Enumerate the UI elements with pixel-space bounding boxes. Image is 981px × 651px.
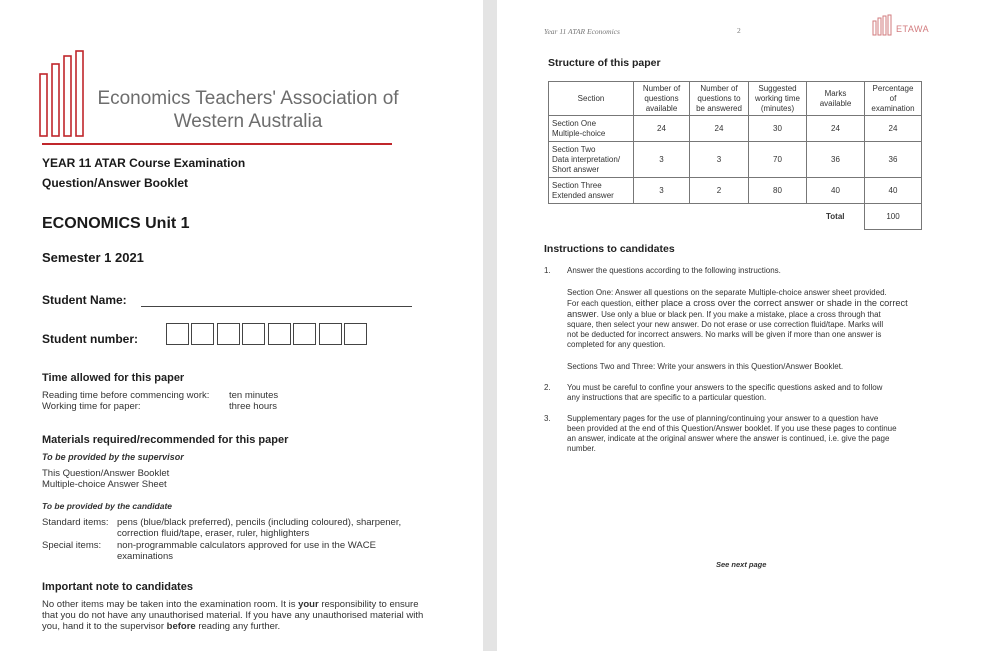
instruction-line: You must be careful to confine your answers to the specific questions asked and to follow: [567, 383, 883, 392]
cell-section: [549, 178, 634, 204]
instruction-emphasis: answer: [567, 309, 597, 319]
special-items-line2: examinations: [117, 551, 173, 562]
table-header-row: [549, 82, 922, 116]
cell-section: [549, 142, 634, 178]
supervisor-heading: To be provided by the supervisor: [42, 452, 184, 462]
header-text: Suggested: [758, 83, 797, 93]
structure-table: [548, 81, 922, 230]
note-line1: [42, 599, 419, 610]
brand-divider: [42, 143, 392, 145]
header-section: [549, 82, 634, 116]
reading-time-label: Reading time before commencing work:: [42, 390, 210, 401]
student-number-boxes[interactable]: [166, 323, 369, 345]
cell-total-value: 100: [865, 204, 922, 230]
cell-text: Section Three: [552, 180, 602, 190]
special-items-line1: non-programmable calculators approved for use in the WACE: [117, 540, 376, 551]
etawa-logo-bars: [38, 50, 86, 138]
instruction-line: been provided at the end of this Question/Answer booklet. If you use these pages to continue: [567, 424, 897, 433]
instructions-page: [497, 0, 981, 651]
instruction-text: For each question,: [567, 299, 636, 308]
cell-answered: 2: [690, 178, 749, 204]
digit-box[interactable]: [217, 323, 240, 345]
cell-marks: 40: [807, 178, 865, 204]
instruction-line: completed for any question.: [567, 340, 666, 349]
digit-box[interactable]: [242, 323, 265, 345]
cell-percentage: 36: [865, 142, 922, 178]
cell-text: Section One: [552, 118, 597, 128]
note-emphasis: before: [166, 621, 196, 632]
header-text: examination: [871, 103, 915, 113]
instruction-number: 1.: [544, 266, 551, 275]
table-row: [549, 178, 922, 204]
instruction-line: not be deducted for incorrect answers. No marks will be given if more than one answer is: [567, 330, 882, 339]
table-row: [549, 116, 922, 142]
digit-box[interactable]: [319, 323, 342, 345]
special-items-label: Special items:: [42, 540, 102, 551]
booklet-title: Question/Answer Booklet: [42, 176, 189, 190]
instruction-number: 3.: [544, 414, 551, 423]
instruction-3: [567, 414, 897, 454]
structure-heading: Structure of this paper: [548, 57, 661, 69]
cell-text: Multiple-choice: [552, 128, 606, 138]
instructions-heading: Instructions to candidates: [544, 243, 675, 255]
cell-time: 30: [749, 116, 807, 142]
instruction-line: any instructions that are specific to a particular question.: [567, 393, 767, 402]
cell-text: Data interpretation/: [552, 154, 621, 164]
standard-items-line1: pens (blue/black preferred), pencils (including coloured), sharpener,: [117, 517, 402, 528]
standard-items-line2: correction fluid/tape, eraser, ruler, highlighters: [117, 528, 310, 539]
note-heading: Important note to candidates: [42, 581, 193, 593]
cover-page: [0, 0, 483, 651]
student-name-field[interactable]: [141, 306, 412, 307]
header-text: available: [645, 103, 678, 113]
header-percentage: [865, 82, 922, 116]
semester-title: Semester 1 2021: [42, 250, 144, 265]
note-emphasis: your: [298, 599, 319, 610]
instruction-line: Section One: Answer all questions on the separate Multiple-choice answer sheet provided.: [567, 288, 887, 297]
note-text: responsibility to ensure: [318, 599, 419, 610]
cell-answered: 24: [690, 116, 749, 142]
digit-box[interactable]: [344, 323, 367, 345]
reading-time-value: ten minutes: [229, 390, 279, 401]
supervisor-item: Multiple-choice Answer Sheet: [42, 479, 167, 490]
digit-box[interactable]: [268, 323, 291, 345]
cell-time: 80: [749, 178, 807, 204]
header-text: of: [889, 93, 897, 103]
cell-section: [549, 116, 634, 142]
running-header: Year 11 ATAR Economics: [544, 27, 620, 36]
working-time-value: three hours: [229, 401, 278, 412]
table-row: [549, 142, 922, 178]
instruction-line: number.: [567, 444, 596, 453]
cell-time: 70: [749, 142, 807, 178]
cell-available: 24: [634, 116, 690, 142]
header-text: Number of: [700, 83, 738, 93]
header-text: questions to: [697, 93, 741, 103]
instruction-line: [567, 309, 908, 320]
standard-items-label: Standard items:: [42, 517, 109, 528]
digit-box[interactable]: [166, 323, 189, 345]
header-text: questions: [644, 93, 679, 103]
student-name-label: Student Name:: [42, 293, 127, 307]
cell-available: 3: [634, 178, 690, 204]
cell-total-label: Total: [825, 211, 845, 221]
see-next-page: See next page: [716, 560, 767, 569]
note-text: you, hand it to the supervisor: [42, 621, 167, 632]
header-text: be answered: [696, 103, 742, 113]
header-available: [634, 82, 690, 116]
cell-answered: 3: [690, 142, 749, 178]
organisation-name-line2: Western Australia: [173, 111, 323, 132]
organisation-name-line1: Economics Teachers' Association of: [97, 88, 399, 109]
instruction-1: Answer the questions according to the following instructions.: [567, 266, 781, 275]
cell-text: Short answer: [552, 164, 600, 174]
header-time: [749, 82, 807, 116]
header-text: (minutes): [760, 103, 795, 113]
cell-empty: [549, 204, 807, 230]
instruction-line: Supplementary pages for the use of planning/continuing your answer to a question have: [567, 414, 879, 423]
instruction-line: an answer, indicate at the original answer where the answer is continued, i.e. give the page: [567, 434, 890, 443]
note-text: reading any further.: [195, 621, 281, 632]
student-number-label: Student number:: [42, 332, 138, 346]
table-total-row: [549, 204, 922, 230]
instruction-2: [567, 383, 882, 403]
instruction-number: 2.: [544, 383, 551, 392]
page-number: 2: [737, 26, 741, 35]
instruction-text: . Use only a blue or black pen. If you make a mistake, place a cross through that: [596, 310, 881, 319]
cell-marks: 36: [807, 142, 865, 178]
supervisor-item: This Question/Answer Booklet: [42, 468, 170, 479]
instruction-line: square, then select your new answer. Do not erase or use correction fluid/tape. Marks will: [567, 320, 884, 329]
exam-title: YEAR 11 ATAR Course Examination: [42, 156, 246, 170]
header-answered: [690, 82, 749, 116]
note-line2: that you do not have any unauthorised material. If you have any unauthorised material with: [42, 610, 424, 621]
cell-available: 3: [634, 142, 690, 178]
cell-marks: 24: [807, 116, 865, 142]
header-text: Marks: [824, 88, 847, 98]
working-time-label: Working time for paper:: [42, 401, 141, 412]
note-line3: [42, 621, 280, 632]
cell-percentage: 24: [865, 116, 922, 142]
header-text: Number of: [642, 83, 681, 93]
note-text: No other items may be taken into the examination room. It is: [42, 599, 299, 610]
section-one-instructions: [567, 288, 908, 350]
organisation-name: [93, 87, 403, 133]
candidate-heading: To be provided by the candidate: [42, 501, 173, 511]
digit-box[interactable]: [293, 323, 316, 345]
cell-text: Section Two: [552, 144, 596, 154]
page-gutter: [483, 0, 497, 651]
instruction-emphasis: either place a cross over the correct answer or shade in the correct: [635, 298, 908, 308]
sections-two-three-instructions: Sections Two and Three: Write your answers in this Question/Answer Booklet.: [567, 362, 844, 371]
header-text: working time: [755, 93, 800, 103]
header-marks: [807, 82, 865, 116]
subject-title: ECONOMICS Unit 1: [42, 215, 190, 232]
digit-box[interactable]: [191, 323, 214, 345]
materials-heading: Materials required/recommended for this paper: [42, 434, 289, 446]
cell-text: Extended answer: [552, 190, 614, 200]
etawa-small-logo-icon: [872, 14, 892, 36]
instruction-line: [567, 298, 908, 309]
cell-percentage: 40: [865, 178, 922, 204]
etawa-logo-text: ETAWA: [896, 24, 930, 34]
time-heading: Time allowed for this paper: [42, 372, 185, 384]
header-text: available: [819, 98, 852, 108]
header-text: Percentage: [872, 83, 914, 93]
header-text: Section: [577, 93, 605, 103]
